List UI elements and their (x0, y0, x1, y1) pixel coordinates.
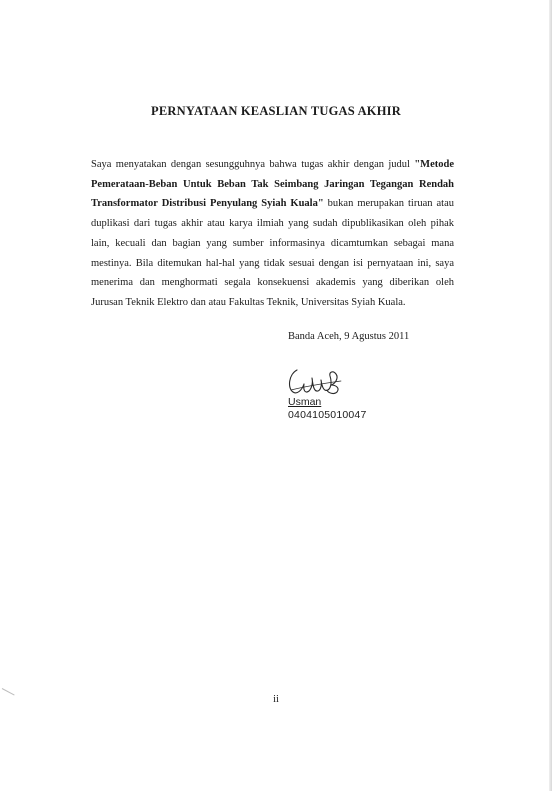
statement-intro: Saya menyatakan dengan sesungguhnya bahwa tugas akhir dengan judul (91, 159, 415, 170)
page-number: ii (273, 694, 279, 705)
statement-paragraph (91, 155, 454, 313)
handwritten-signature (283, 364, 353, 398)
statement-continuation: bukan merupakan tiruan atau duplikasi dari tugas akhir atau karya ilmiah yang sudah dipublikasikan oleh pihak lain, kecuali dan bagian yang sumber informasinya dicamtumkan sebagai mana mestinya. Bila ditemukan hal-hal yang tidak sesuai dengan isi pernyataan ini, saya menerima dan menghormati segala konsekuensi akademis yang diberikan oleh Jurusan Teknik Elektro dan atau Fakultas Teknik, Universitas Syiah Kuala. (91, 198, 454, 308)
thesis-title: "Metode Pemerataan-Beban Untuk Beban Tak Seimbang Jaringan Tegangan Rendah Transformator Distribusi Penyulang Syiah Kuala" (91, 159, 454, 210)
signer-name: Usman (288, 396, 322, 408)
signer-id-number: 0404105010047 (288, 409, 367, 421)
page-title: PERNYATAAN KEASLIAN TUGAS AKHIR (151, 104, 401, 118)
place-and-date: Banda Aceh, 9 Agustus 2011 (288, 331, 410, 342)
